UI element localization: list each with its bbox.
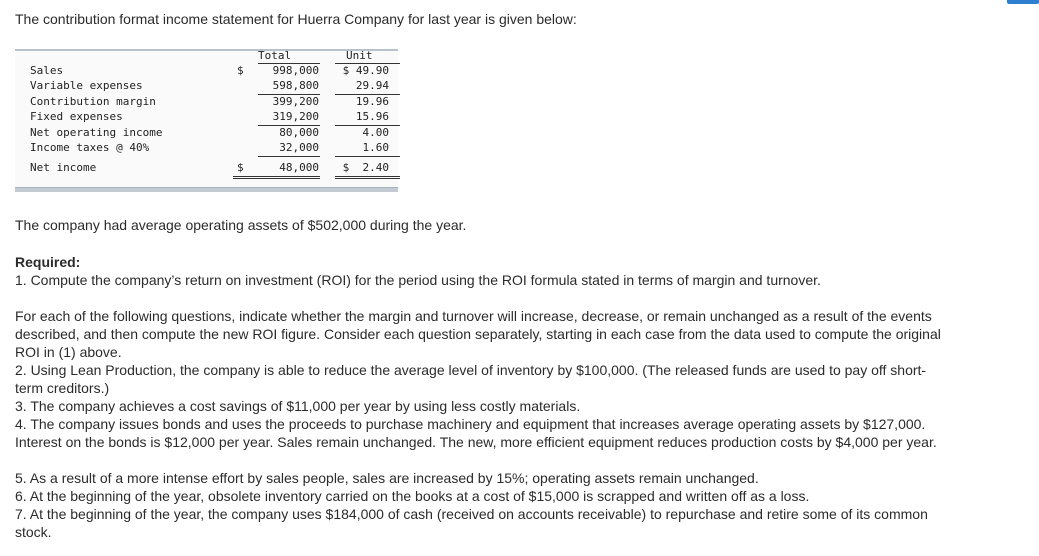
row-total-net-operating-income: 80,000 — [279, 126, 319, 139]
row-label-sales: Sales — [30, 64, 64, 77]
question-3: 3. The company achieves a cost savings of $11,000 per year by using less costly materials. — [15, 398, 581, 414]
row-currency-net-income: $ — [237, 161, 244, 174]
row-label-contribution-margin: Contribution margin — [30, 95, 156, 108]
row-total-sales: 998,000 — [272, 64, 319, 77]
row-label-income-taxes: Income taxes @ 40% — [30, 141, 150, 154]
total-double-rule — [233, 176, 320, 179]
row-label-net-operating-income: Net operating income — [30, 126, 163, 139]
subtotal-rule — [335, 156, 400, 157]
required-heading: Required: — [15, 254, 81, 270]
statement-bottom-border — [15, 187, 398, 192]
assets-text: The company had average operating assets of $502,000 during the year. — [15, 217, 467, 233]
row-unit-net-income: $ 2.40 — [342, 161, 389, 174]
income-statement — [15, 49, 398, 192]
row-label-net-income: Net income — [30, 161, 97, 174]
row-unit-variable-expenses: 29.94 — [355, 79, 389, 92]
question-6: 6. At the beginning of the year, obsolete inventory carried on the books at a cost of $15,000 is scrapped and written off as a loss. — [15, 488, 810, 504]
intro-text: The contribution format income statement for Huerra Company for last year is given below: — [15, 11, 577, 27]
statement-top-border — [15, 49, 398, 51]
subtotal-rule — [258, 156, 320, 157]
total-double-rule — [335, 176, 400, 179]
row-total-net-income: 48,000 — [279, 161, 319, 174]
corner-tab — [1007, 0, 1039, 4]
row-total-fixed-expenses: 319,200 — [272, 110, 319, 123]
header-unit: Unit — [346, 49, 373, 62]
row-label-fixed-expenses: Fixed expenses — [30, 110, 123, 123]
required-question-1: 1. Compute the company’s return on investment (ROI) for the period using the ROI formula stated in terms of margin and turnover. — [15, 272, 821, 288]
row-unit-income-taxes: 1.60 — [362, 141, 389, 154]
instructions-text: For each of the following questions, indicate whether the margin and turnover will increase, decrease, or remain unchanged as a result of the events described, and then compute the new ROI figure. Consider each question separately, starting in each case from the data used to compute the original ROI in (1) above. — [15, 308, 941, 360]
row-unit-fixed-expenses: 15.96 — [355, 110, 389, 123]
question-5: 5. As a result of a more intense effort by sales people, sales are increased by 15%; operating assets remain unchanged. — [15, 470, 759, 486]
row-total-income-taxes: 32,000 — [279, 141, 319, 154]
question-4: 4. The company issues bonds and uses the proceeds to purchase machinery and equipment that increases average operating assets by $127,000. Interest on the bonds is $12,000 per year. Sales remain unchanged. The new, more efficient equipment reduces production costs by $4,000 per year. — [15, 416, 937, 450]
question-2: 2. Using Lean Production, the company is able to reduce the average level of inventory by $100,000. (The released funds are used to pay off short-term creditors.) — [15, 362, 927, 396]
row-currency-sales: $ — [237, 64, 244, 77]
row-label-variable-expenses: Variable expenses — [30, 79, 143, 92]
header-total: Total — [258, 49, 292, 62]
row-unit-sales: $ 49.90 — [342, 64, 389, 77]
row-total-variable-expenses: 598,800 — [272, 79, 319, 92]
row-unit-contribution-margin: 19.96 — [355, 95, 389, 108]
question-7: 7. At the beginning of the year, the company uses $184,000 of cash (received on accounts receivable) to repurchase and retire some of its common stock. — [15, 506, 928, 540]
row-unit-net-operating-income: 4.00 — [362, 126, 389, 139]
row-total-contribution-margin: 399,200 — [272, 95, 319, 108]
